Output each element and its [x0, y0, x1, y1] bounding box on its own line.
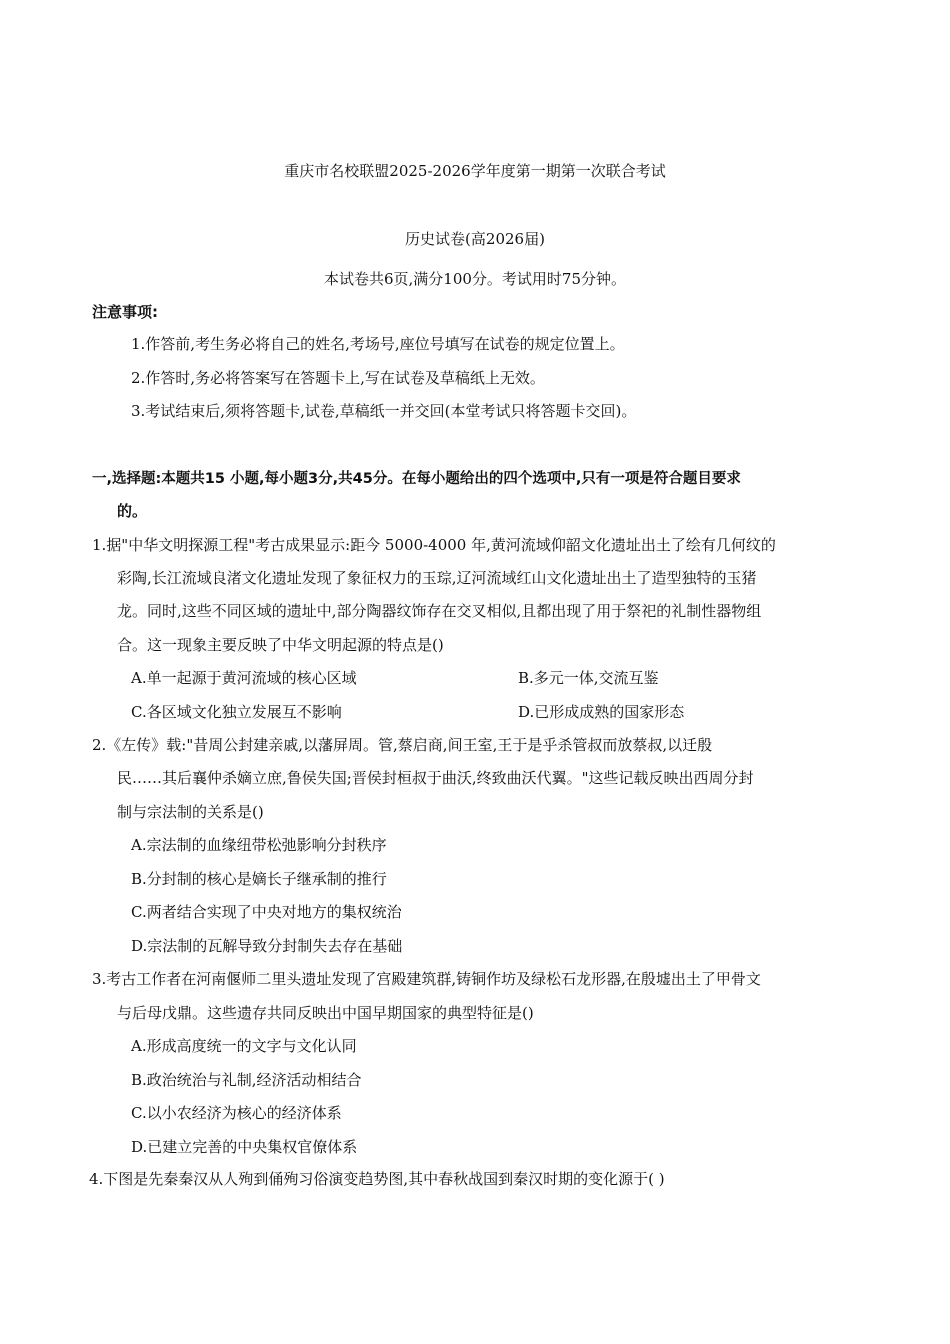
q1-line-3: 龙。同时,这些不同区域的遗址中,部分陶器纹饰存在交叉相似,且都出现了用于祭祀的礼制性器物组: [117, 602, 762, 620]
q2-line-3: 制与宗法制的关系是(): [117, 803, 264, 821]
q1-line-1: 1.据"中华文明探源工程"考古成果显示:距今 5000-4000 年,黄河流域仰韶文化遗址出土了绘有几何纹的: [92, 536, 776, 554]
q1-line-4: 合。这一现象主要反映了中华文明起源的特点是(): [117, 636, 444, 654]
q3-option-d: D.已建立完善的中央集权官僚体系: [131, 1138, 358, 1156]
q3-line-1: 3.考古工作者在河南偃师二里头遗址发现了宫殿建筑群,铸铜作坊及绿松石龙形器,在殷墟出土了甲骨文: [92, 970, 761, 988]
q2-option-a: A.宗法制的血缘纽带松弛影响分封秩序: [131, 836, 387, 854]
notice-item-2: 2.作答时,务必将答案写在答题卡上,写在试卷及草稿纸上无效。: [131, 369, 545, 387]
q2-option-d: D.宗法制的瓦解导致分封制失去存在基础: [131, 937, 403, 955]
notice-title: 注意事项:: [92, 303, 158, 321]
q1-option-a: A.单一起源于黄河流域的核心区域: [131, 669, 357, 687]
q1-option-d: D.已形成成熟的国家形态: [518, 703, 685, 721]
notice-item-3: 3.考试结束后,须将答题卡,试卷,草稿纸一并交回(本堂考试只将答题卡交回)。: [131, 402, 637, 420]
q3-option-a: A.形成高度统一的文字与文化认同: [131, 1037, 357, 1055]
q2-line-2: 民……其后襄仲杀嫡立庶,鲁侯失国;晋侯封桓叔于曲沃,终致曲沃代翼。"这些记载反映出西周分封: [117, 769, 754, 787]
section-heading-line1: 一,选择题:本题共15 小题,每小题3分,共45分。在每小题给出的四个选项中,只有一项是符合题目要求: [92, 471, 741, 487]
q3-option-b: B.政治统治与礼制,经济活动相结合: [131, 1071, 362, 1089]
notice-item-1: 1.作答前,考生务必将自己的姓名,考场号,座位号填写在试卷的规定位置上。: [131, 335, 625, 353]
q3-option-c: C.以小农经济为核心的经济体系: [131, 1104, 342, 1122]
exam-title: 重庆市名校联盟2025-2026学年度第一期第一次联合考试: [284, 162, 666, 180]
q1-line-2: 彩陶,长江流域良渚文化遗址发现了象征权力的玉琮,辽河流域红山文化遗址出土了造型独特的玉猪: [117, 569, 757, 587]
q4-line-1: 4.下图是先秦秦汉从人殉到俑殉习俗演变趋势图,其中春秋战国到秦汉时期的变化源于( ): [89, 1170, 665, 1188]
section-heading-line2: 的。: [117, 502, 148, 520]
exam-info: 本试卷共6页,满分100分。考试用时75分钟。: [323, 270, 627, 288]
q2-option-c: C.两者结合实现了中央对地方的集权统治: [131, 903, 402, 921]
q1-option-b: B.多元一体,交流互鉴: [518, 669, 659, 687]
q2-line-1: 2.《左传》载:"昔周公封建亲戚,以藩屏周。管,蔡启商,间王室,王于是乎杀管叔而放蔡叔,以迁殷: [92, 736, 713, 754]
q2-option-b: B.分封制的核心是嫡长子继承制的推行: [131, 870, 387, 888]
q3-line-2: 与后母戊鼎。这些遗存共同反映出中国早期国家的典型特征是(): [117, 1004, 534, 1022]
subject-title: 历史试卷(高2026届): [405, 230, 545, 248]
q1-option-c: C.各区域文化独立发展互不影响: [131, 703, 342, 721]
